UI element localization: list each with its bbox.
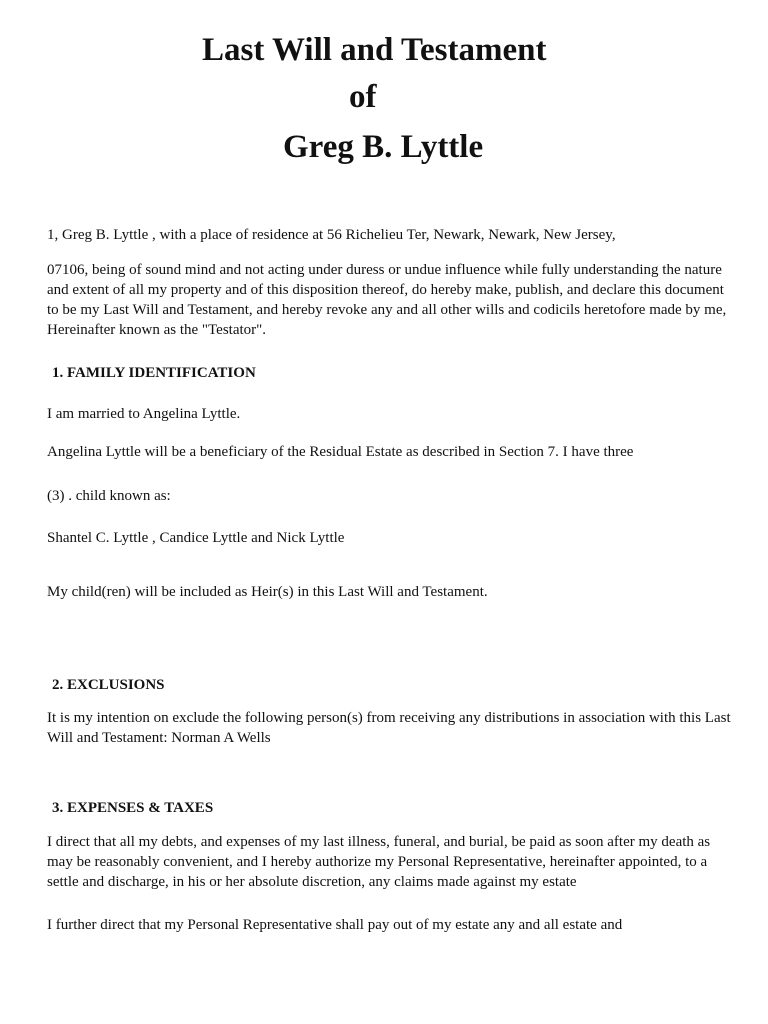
document-title: Last Will and Testament: [202, 32, 547, 68]
exclusions-text: It is my intention on exclude the following person(s) from receiving any distributions in association with this Last Will and Testament: Norman A Wells: [47, 710, 731, 746]
intro-line: 1, Greg B. Lyttle , with a place of residence at 56 Richelieu Ter, Newark, Newark, New Jersey,: [47, 227, 616, 243]
section-heading-family: 1. FAMILY IDENTIFICATION: [52, 365, 256, 381]
expenses-text: I direct that all my debts, and expenses of my last illness, funeral, and burial, be paid as soon after my death as may be reasonably convenient, and I hereby authorize my Personal Representative, hereinafter appointed, to a settle and discharge, in his or her absolute discretion, any claims made against my estate: [47, 834, 711, 890]
testator-name-title: Greg B. Lyttle: [283, 129, 484, 165]
section-heading-exclusions: 2. EXCLUSIONS: [52, 677, 165, 693]
document-title-of: of: [349, 79, 377, 115]
children-names: Shantel C. Lyttle , Candice Lyttle and Nick Lyttle: [47, 530, 345, 546]
children-count: (3) . child known as:: [47, 488, 171, 504]
intro-paragraph: 07106, being of sound mind and not acting under duress or undue influence while fully understanding the nature and extent of all my property and of this disposition thereof, do hereby make, publish, and declare this document to be my Last Will and Testament, and hereby revoke any and all other wills and codicils heretofore made by me, Hereinafter known as the "Testator".: [47, 262, 727, 338]
heirs-statement: My child(ren) will be included as Heir(s) in this Last Will and Testament.: [47, 584, 488, 600]
married-statement: I am married to Angelina Lyttle.: [47, 406, 241, 422]
beneficiary-statement: Angelina Lyttle will be a beneficiary of the Residual Estate as described in Section 7. I have three: [47, 444, 634, 460]
section-heading-expenses: 3. EXPENSES & TAXES: [52, 800, 214, 816]
taxes-text: I further direct that my Personal Representative shall pay out of my estate any and all estate and: [47, 917, 623, 933]
